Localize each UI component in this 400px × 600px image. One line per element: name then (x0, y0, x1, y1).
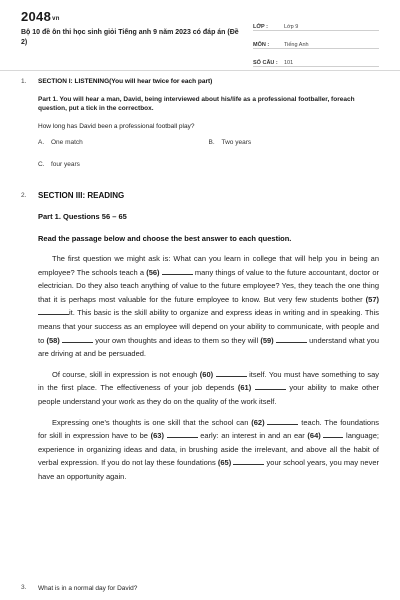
meta-count-row (253, 49, 379, 67)
option-key: B. (208, 139, 215, 146)
answer-blank (323, 430, 343, 438)
passage-paragraph-3 (38, 416, 379, 484)
answer-blank (62, 335, 93, 343)
document-header (0, 0, 400, 68)
part-heading: Part 1. Questions 56 – 65 (38, 212, 127, 221)
answer-blank (233, 457, 264, 465)
gap-number: (61) (237, 383, 252, 393)
passage-text: The first question we might ask is: What can you learn in college that will help you in being an employee? The schools teach a (38, 254, 379, 277)
meta-count-label: SỐ CÂU : (253, 60, 278, 66)
passage-text: many things of value to the future accountant, doctor or electrician. Do they also teach anything of value to the future employee? Yes, they teach the one thing that it is perhaps most valuable for the future employee to know. But very few students bother (38, 267, 379, 304)
passage-text: understand what you are driving at and be persuaded. (38, 335, 379, 359)
question-number: 2. (21, 192, 27, 199)
meta-class-value: Lớp 9 (284, 24, 299, 30)
logo-suffix: vn (52, 16, 60, 22)
option-c[interactable] (38, 161, 209, 183)
gap-number: (58) (46, 335, 60, 345)
answer-blank (38, 307, 69, 315)
header-divider (0, 70, 400, 71)
meta-class-row (253, 13, 379, 31)
answer-blank (167, 430, 198, 438)
option-key: C. (38, 161, 45, 168)
passage-text: itself. You must have something to say in the first place. The effectiveness of your job depends (38, 369, 379, 393)
option-text: four years (51, 161, 80, 168)
meta-class-label: LỚP : (253, 24, 268, 30)
question-text: What is in a normal day for David? (38, 585, 138, 592)
question-3 (21, 584, 137, 593)
gap-number: (62) (251, 417, 265, 427)
passage-paragraph-2 (38, 368, 379, 409)
gap-number: (56) (146, 267, 160, 277)
gap-number: (57) (365, 294, 379, 304)
logo-text: 2048 (21, 9, 52, 24)
answer-blank (162, 267, 193, 275)
answer-options (38, 139, 379, 183)
passage-paragraph-1 (38, 252, 379, 361)
answer-blank (276, 335, 307, 343)
option-key: A. (38, 139, 45, 146)
answer-blank (216, 369, 247, 377)
gap-number: (60) (199, 369, 214, 379)
section-heading: SECTION I: LISTENING(You will hear twice for each part) (38, 78, 213, 85)
meta-subject-value: Tiếng Anh (284, 42, 309, 48)
meta-subject-label: MÔN : (253, 42, 270, 48)
option-b[interactable] (209, 139, 380, 161)
passage-text: your ability to make other people understand your work as they do on the quality of the work itself. (38, 383, 379, 406)
gap-number: (64) (307, 431, 321, 441)
answer-blank (267, 417, 298, 425)
passage-text: early: an interest in and an ear (197, 431, 308, 441)
passage-text: your own thoughts and ideas to them so they will (93, 335, 261, 345)
passage-text: your school years, you may never have an opportunity again. (38, 458, 380, 481)
gap-number: (65) (217, 458, 232, 468)
passage-text: Expressing one's thoughts is one skill that the school can (52, 417, 252, 427)
passage-text: teach. The foundations for skill in expression have to be (38, 417, 379, 441)
question-text: How long has David been a professional football play? (38, 123, 195, 130)
question-number: 1. (21, 78, 27, 85)
meta-subject-row (253, 31, 379, 49)
document-meta (253, 13, 379, 67)
part-instruction: Part 1. You will hear a man, David, being interviewed about his/life as a professional footballer, foreach question, put a tick in the correctbox. (38, 96, 355, 112)
question-2 (21, 191, 379, 484)
passage-text: language; experience in organizing ideas and data, in brushing aside the irrelevant, and above all the habit of verbal expression. If you do not lay these foundations (38, 431, 379, 468)
site-logo[interactable] (21, 9, 60, 24)
option-text: Two years (221, 139, 252, 146)
document-content (21, 78, 379, 484)
passage-text: Of course, skill in expression is not enough (52, 369, 200, 379)
reading-instruction: Read the passage below and choose the best answer to each question. (38, 234, 292, 243)
gap-number: (63) (150, 431, 164, 441)
question-number: 3. (21, 584, 27, 591)
section-heading: SECTION III: READING (38, 191, 125, 200)
document-title: Bộ 10 đề ôn thi học sinh giỏi Tiếng anh 9 năm 2023 có đáp án (Đề 2) (21, 29, 239, 46)
meta-count-value: 101 (284, 60, 294, 66)
passage-text: it. This basic is the skill ability to organize and express ideas in writing and in speaking. This means that your success as an employee will depend on your ability to communicate, with people and to (38, 308, 379, 345)
question-1 (21, 78, 379, 183)
gap-number: (59) (260, 335, 274, 345)
answer-blank (255, 382, 286, 390)
option-a[interactable] (38, 139, 209, 161)
option-text: One match (51, 139, 83, 146)
